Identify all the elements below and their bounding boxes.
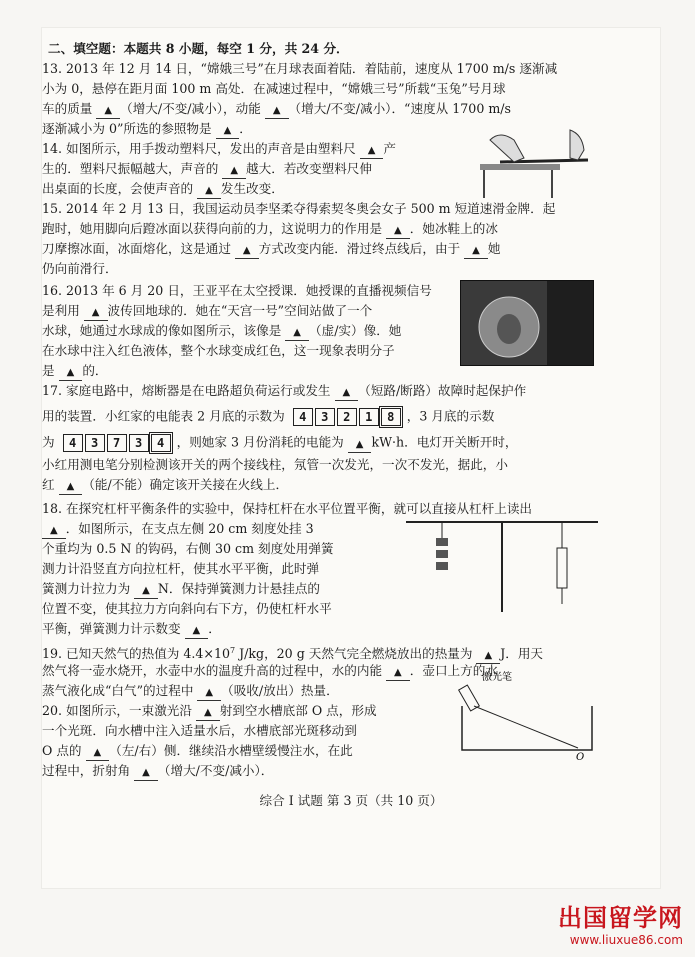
- q18-line-5: [42, 582, 320, 599]
- q13-line-1: 13. 2013 年 12 月 14 日，“嫦娥三号”在月球表面着陆．着陆前，速度从 1700 m/s 逐渐减: [42, 61, 558, 76]
- q16-line-4: 在水球中注入红色液体，整个水球变成红色，这一现象表明分子: [42, 343, 395, 358]
- q20-text-a: 20. 如图所示，一束激光沿: [42, 703, 196, 718]
- q18-line-6: 位置不变，使其拉力方向斜向右下方，仍使杠杆水平: [42, 601, 332, 616]
- laser-label: 激光笔: [482, 672, 512, 683]
- q15-line-3: [42, 242, 500, 259]
- section-title: 二、填空题：本题共 8 小题，每空 1 分，共 24 分．: [48, 41, 349, 56]
- q20-text-e: 过程中，折射角: [42, 763, 135, 778]
- q13-line-2: 小为 0，悬停在距月面 100 m 高处．在减速过程中，“嫦娥三号”所载“玉兔”号月球: [42, 81, 506, 96]
- q16-line-1: 16. 2013 年 6 月 20 日，王亚平在太空授课．她授课的直播视频信号: [42, 283, 432, 298]
- watermark-url: www.liuxue86.com: [569, 933, 683, 947]
- blank-triangle-icon: ▲: [242, 245, 251, 256]
- q20-text-c: O 点的: [42, 743, 86, 758]
- blank-triangle-icon: ▲: [230, 165, 239, 176]
- q18-line-2: [42, 522, 314, 539]
- q17-text-b: （短路/断路）故障时起保护作: [358, 383, 527, 398]
- q14-text-f: 发生改变．: [220, 181, 284, 196]
- point-o-label: O: [576, 752, 585, 762]
- blank-triangle-icon: ▲: [355, 438, 364, 450]
- q15-blank-inertia[interactable]: [464, 242, 488, 259]
- ruler-on-table-figure: [470, 120, 598, 200]
- q17-blank-can[interactable]: [59, 478, 83, 495]
- q18-text-b: ．如图所示，在支点左侧 20 cm 刻度处挂 3: [65, 521, 314, 536]
- q16-line-3: [42, 324, 401, 341]
- q19-blank-heat[interactable]: [476, 647, 500, 664]
- q13-line-4: 逐渐减小为 0”所选的参照物是 ▲ ．: [42, 122, 252, 139]
- blank-triangle-icon: ▲: [104, 105, 113, 116]
- q15-line-4: 仍向前滑行．: [42, 261, 118, 276]
- q18-line-4: 测力计沿竖直方向拉杠杆，使其水平平衡，此时弹: [42, 561, 320, 576]
- blank-triangle-icon: ▲: [342, 387, 351, 398]
- meter-mar: [63, 434, 173, 452]
- blank-triangle-icon: ▲: [484, 650, 493, 662]
- laser-tank-figure: [442, 666, 602, 762]
- blank-triangle-icon: ▲: [203, 707, 212, 718]
- q20-text-f: （增大/不变/减小）．: [157, 763, 274, 778]
- q15-line-2: [42, 222, 498, 239]
- exam-sheet: [42, 28, 660, 888]
- q13-blank-kinetic[interactable]: [265, 102, 289, 119]
- q16-blank-image[interactable]: [285, 324, 309, 341]
- q18-text-e: 平衡，弹簧测力计示数变: [42, 621, 185, 636]
- meter-mar-digit: 3: [85, 434, 105, 452]
- q15-text-b: ．她冰鞋上的冰: [409, 221, 498, 236]
- q17-blank-fault[interactable]: [335, 384, 359, 401]
- q18-line-7: [42, 622, 221, 639]
- q17-blank-energy[interactable]: [348, 436, 372, 453]
- q20-blank-refraction[interactable]: [134, 764, 158, 781]
- q16-blank-molecules[interactable]: [59, 364, 83, 381]
- q18-blank-arm[interactable]: [42, 522, 66, 539]
- blank-triangle-icon: ▲: [394, 667, 402, 678]
- q14-line-1: [42, 142, 396, 159]
- q18-text-c: 簧测力计拉力为: [42, 581, 135, 596]
- q16-text-f: 的．: [82, 363, 108, 378]
- q17-line-4: 小红用测电笔分别检测该开关的两个接线柱，氖管一次发光，一次不发光，据此，小: [42, 457, 508, 472]
- q16-text-a: 是利用: [42, 303, 84, 318]
- lever-figure: [402, 508, 602, 618]
- blank-triangle-icon: ▲: [472, 245, 480, 256]
- q20-line-2: 一个光斑．向水槽中注入适量水后，水槽底部光斑移动到: [42, 723, 357, 738]
- q19-line-1: [42, 644, 543, 664]
- q18-text-d: N．保持弹簧测力计悬挂点的: [157, 581, 321, 596]
- q20-blank-left-right[interactable]: [86, 744, 110, 761]
- blank-triangle-icon: ▲: [50, 525, 58, 536]
- q14-line-3: [42, 182, 284, 199]
- blank-triangle-icon: ▲: [367, 145, 376, 156]
- blank-triangle-icon: ▲: [91, 307, 100, 318]
- q17-line-2: [42, 408, 494, 426]
- water-ball-image: [461, 281, 593, 365]
- q16-text-d: （虚/实）像．她: [309, 323, 402, 338]
- blank-triangle-icon: ▲: [93, 747, 102, 758]
- meter-mar-digit: 3: [129, 434, 149, 452]
- q16-text-b: 波传回地球的．她在“天宫一号”空间站做了一个: [107, 303, 373, 318]
- q19-blank-absorb-release[interactable]: [197, 684, 221, 701]
- q19-text-f: 蒸气液化成“白气”的过程中: [42, 683, 198, 698]
- q17-text-d: ，3 月底的示数: [406, 408, 495, 424]
- page-footer: 综合 I 试题 第 3 页（共 10 页）: [259, 793, 443, 808]
- q14-line-2: [42, 162, 372, 179]
- q16-line-2: [42, 304, 372, 321]
- q13-line-3: [42, 102, 511, 119]
- q18-line-3: 个重均为 0.5 N 的钩码，右侧 30 cm 刻度处用弹簧: [42, 541, 334, 556]
- blank-triangle-icon: ▲: [142, 767, 150, 778]
- blank-triangle-icon: ▲: [192, 625, 201, 636]
- meter-feb-digit: 1: [359, 408, 379, 426]
- q19-line-3: [42, 684, 339, 701]
- q17-text-c: 用的装置．小红家的电能表 2 月底的示数为: [42, 408, 289, 424]
- q14-text-d: 越大．若改变塑料尺伸: [246, 161, 372, 176]
- blank-triangle-icon: ▲: [205, 185, 213, 196]
- meter-feb: [293, 408, 403, 426]
- q13-text-a: 车的质量: [42, 101, 97, 116]
- q15-line-1: 15. 2014 年 2 月 13 日，我国运动员李坚柔夺得索契冬奥会女子 500 m 短道速滑金牌．起: [42, 201, 556, 216]
- q18-blank-change[interactable]: [185, 622, 209, 639]
- q15-text-e: 她: [487, 241, 501, 256]
- q14-text-c: 生的．塑料尺振幅越大，声音的: [42, 161, 223, 176]
- q17-text-g: kW·h．电灯开关断开时，: [371, 434, 518, 450]
- q16-text-c: 水球，她通过水球成的像如图所示，该像是: [42, 323, 286, 338]
- q17-text-e: 为: [42, 434, 59, 450]
- q17-text-f: ，则她家 3 月份消耗的电能为: [176, 434, 348, 450]
- q19-blank-internal-energy[interactable]: [386, 664, 410, 681]
- q13-text-d: 逐渐减小为 0”所选的参照物是: [42, 121, 216, 136]
- q19-text-e: ．壶口上方的水: [409, 663, 498, 678]
- blank-triangle-icon: ▲: [205, 687, 214, 698]
- q17-text-i: （能/不能）确定该开关接在火线上．: [82, 477, 289, 492]
- blank-triangle-icon: ▲: [66, 481, 75, 492]
- q15-blank-mutual[interactable]: [386, 222, 410, 239]
- q18-line-1: 18. 在探究杠杆平衡条件的实验中，保持杠杆在水平位置平衡，就可以直接从杠杆上读出: [42, 501, 533, 516]
- meter-mar-decimal-digit: 4: [151, 434, 171, 452]
- q15-blank-work[interactable]: [235, 242, 259, 259]
- q16-blank-wave[interactable]: [84, 304, 108, 321]
- water-ball-photo: [460, 280, 594, 366]
- q19-line-2: [42, 664, 498, 681]
- q17-line-3: [42, 434, 518, 453]
- q14-text-a: 14. 如图所示，用手拨动塑料尺，发出的声音是由塑料尺: [42, 141, 360, 156]
- blank-triangle-icon: ▲: [66, 367, 75, 378]
- q16-line-5: [42, 364, 108, 381]
- q15-text-c: 刀摩擦冰面，冰面熔化，这是通过: [42, 241, 235, 256]
- q13-text-b: （增大/不变/减小），动能: [120, 101, 265, 116]
- q19-exponent: 7: [229, 646, 236, 655]
- watermark-logo: 出国留学网: [558, 904, 683, 932]
- q14-blank-loudness[interactable]: [222, 162, 246, 179]
- q19-text-d: 然气将一壶水烧开，水壶中水的温度升高的过程中，水的内能: [42, 663, 387, 678]
- q15-text-d: 方式改变内能．滑过终点线后，由于: [258, 241, 465, 256]
- meter-feb-decimal-digit: 8: [381, 408, 401, 426]
- q18-blank-force[interactable]: [134, 582, 158, 599]
- q20-line-3: [42, 744, 353, 761]
- q14-text-b: 产: [383, 141, 396, 156]
- q19-text-c: J．用天: [500, 646, 544, 662]
- q17-line-5: [42, 478, 288, 495]
- meter-feb-digit: 2: [337, 408, 357, 426]
- q14-text-e: 出桌面的长度，会使声音的: [42, 181, 198, 196]
- blank-triangle-icon: ▲: [223, 125, 232, 136]
- q13-blank-mass[interactable]: [96, 102, 120, 119]
- q20-line-1: [42, 704, 377, 721]
- q19-text-g: （吸收/放出）热量．: [221, 683, 339, 698]
- q19-text-a: 19. 已知天然气的热值为 4.4×10: [42, 646, 230, 662]
- meter-feb-digit: 3: [315, 408, 335, 426]
- meter-mar-digit: 7: [107, 434, 127, 452]
- q17-line-1: [42, 384, 526, 401]
- q17-text-h: 红: [42, 477, 59, 492]
- q13-blank-reference[interactable]: [216, 122, 240, 139]
- q20-line-4: [42, 764, 273, 781]
- q20-text-b: 射到空水槽底部 O 点，形成: [219, 703, 377, 718]
- q20-blank-straight[interactable]: [196, 704, 220, 721]
- meter-feb-digit: 4: [293, 408, 313, 426]
- q14-blank-pitch[interactable]: [197, 182, 221, 199]
- meter-mar-digit: 4: [63, 434, 83, 452]
- q13-text-c: （增大/不变/减小）．“速度从 1700 m/s: [288, 101, 511, 116]
- blank-triangle-icon: ▲: [142, 585, 150, 596]
- q14-blank-vibration[interactable]: [360, 142, 384, 159]
- site-watermark: [558, 898, 683, 947]
- q19-text-b: J/kg，20 g 天然气完全燃烧放出的热量为: [235, 646, 477, 662]
- q15-text-a: 跑时，她用脚向后蹬冰面以获得向前的力，这说明力的作用是: [42, 221, 387, 236]
- q16-text-e: 是: [42, 363, 59, 378]
- blank-triangle-icon: ▲: [394, 225, 402, 236]
- q20-text-d: （左/右）侧．继续沿水槽壁缓慢注水，在此: [109, 743, 353, 758]
- blank-triangle-icon: ▲: [272, 105, 281, 116]
- q18-text-f: ．: [208, 621, 221, 636]
- q17-text-a: 17. 家庭电路中，熔断器是在电路超负荷运行或发生: [42, 383, 335, 398]
- blank-triangle-icon: ▲: [293, 327, 301, 338]
